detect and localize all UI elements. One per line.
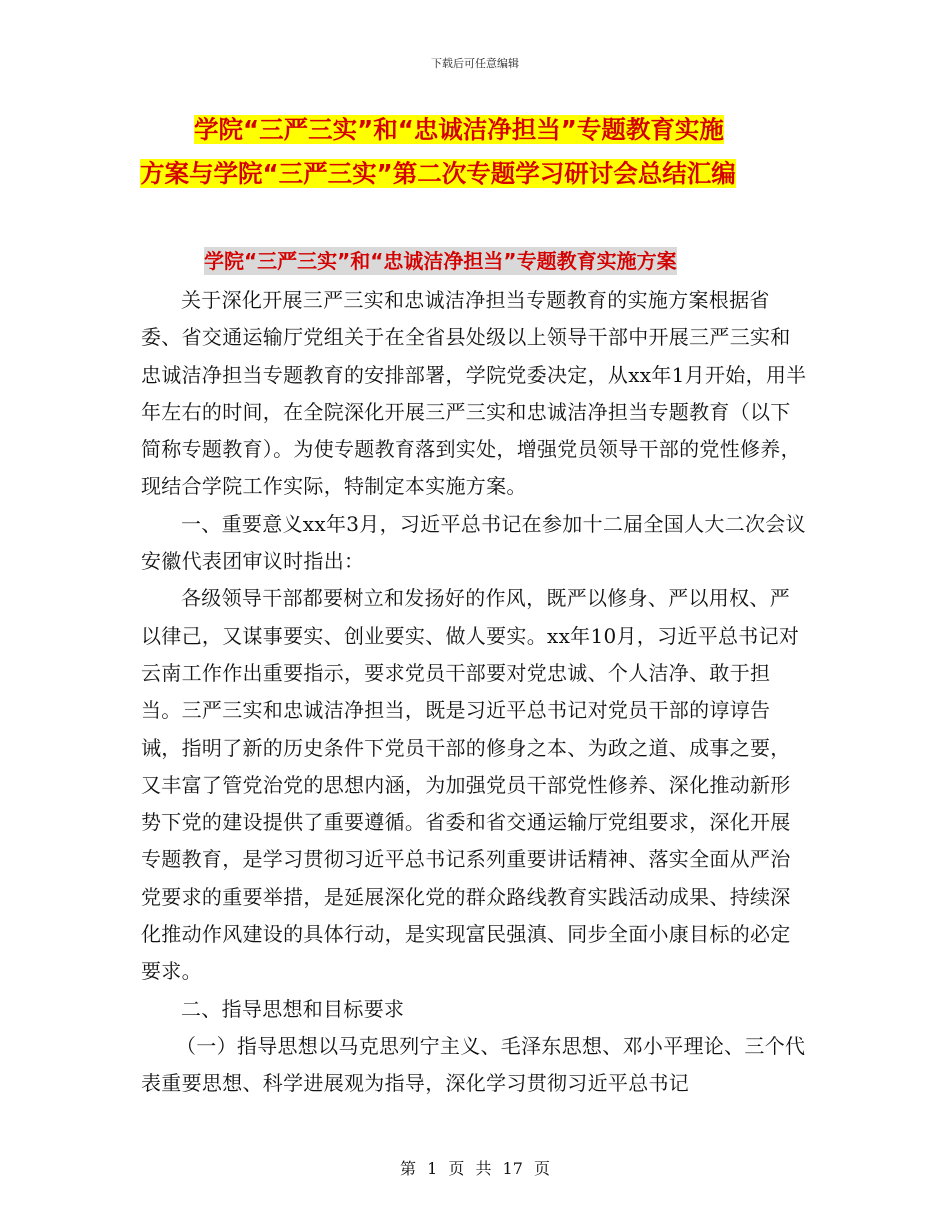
section-title [204, 241, 677, 281]
paragraph: 一、重要意义xx年3月，习近平总书记在参加十二届全国人大二次会议安徽代表团审议时指出： [141, 511, 806, 574]
document-title [140, 108, 820, 196]
paragraph: （一）指导思想以马克思列宁主义、毛泽东思想、邓小平理论、三个代表重要思想、科学进展观为指导，深化学习贯彻习近平总书记 [141, 1033, 806, 1096]
page-header-note: 下载后可任意编辑 [431, 57, 519, 70]
paragraph: 各级领导干部都要树立和发扬好的作风，既严以修身、严以用权、严以律己，又谋事要实、创业要实、做人要实。xx年10月，习近平总书记对云南工作作出重要指示，要求党员干部要对党忠诚、个人洁净、敢于担当。三严三实和忠诚洁净担当，既是习近平总书记对党员干部的谆谆告诫，指明了新的历史条件下党员干部的修身之本、为政之道、成事之要，又丰富了管党治党的思想内涵，为加强党员干部党性修养、深化推动新形势下党的建设提供了重要遵循。省委和省交通运输厅党组要求，深化开展专题教育，是学习贯彻习近平总书记系列重要讲话精神、落实全面从严治党要求的重要举措，是延展深化党的群众路线教育实践活动成果、持续深化推动作风建设的具体行动，是实现富民强滇、同步全面小康目标的必定要求。 [141, 586, 800, 984]
section-title-text: 学院“三严三实”和“忠诚洁净担当”专题教育实施方案 [204, 249, 677, 273]
document-title-line-2: 方案与学院“三严三实”第二次专题学习研讨会总结汇编 [140, 159, 736, 188]
document-title-line-1: 学院“三严三实”和“忠诚洁净担当”专题教育实施 [194, 115, 724, 144]
document-body [141, 282, 809, 1103]
paragraph: 关于深化开展三严三实和忠诚洁净担当专题教育的实施方案根据省委、省交通运输厅党组关于在全省县处级以上领导干部中开展三严三实和忠诚洁净担当专题教育的安排部署，学院党委决定，从xx年1月开始，用半年左右的时间，在全院深化开展三严三实和忠诚洁净担当专题教育（以下简称专题教育）。为使专题教育落到实处，增强党员领导干部的党性修养，现结合学院工作实际，特制定本实施方案。 [141, 288, 807, 499]
page-footer-number: 第 1 页 共 17 页 [400, 1159, 550, 1178]
paragraph: 二、指导思想和目标要求 [181, 996, 405, 1021]
